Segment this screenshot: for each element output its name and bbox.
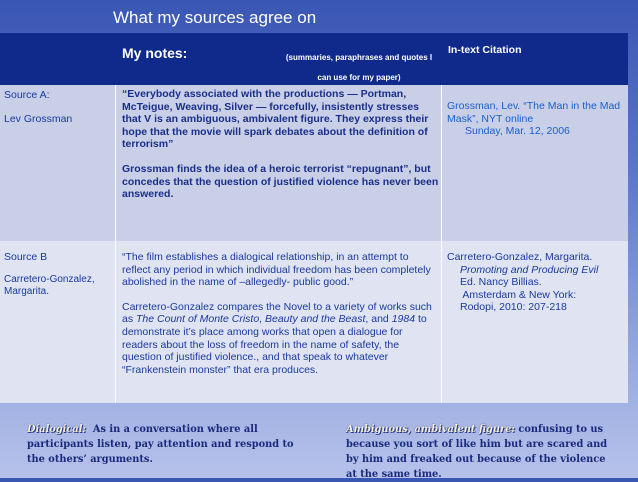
source-a-label: Source A: bbox=[4, 89, 50, 101]
source-a-citation-main: Grossman, Lev. “The Man in the Mad Mask”, NYT online bbox=[447, 100, 621, 125]
source-b-quote: “The film establishes a dialogical relationship, in an attempt to reflect any period in which individual freedom has been completely abolished in the name of –allegedly- public good.” bbox=[122, 251, 431, 289]
source-b-citation-title bbox=[447, 264, 623, 277]
citation-column-header: In-text Citation bbox=[448, 44, 522, 56]
term-ambiguous: Ambiguous, ambivalent figure: bbox=[346, 424, 515, 435]
definition-dialogical bbox=[27, 422, 307, 467]
notes-column-header: My notes: bbox=[122, 45, 188, 61]
source-a-quote: “Everybody associated with the productions — Portman, McTeigue, Weaving, Silver — forcefully, insistently stresses that V is an ambiguous, ambivalent figure. They express their hope that the movie will spark debates about the definition of terrorism” bbox=[122, 88, 429, 151]
source-a-citation bbox=[447, 100, 623, 138]
source-a-author: Lev Grossman bbox=[4, 112, 73, 125]
source-b-summary-sep-2: , and bbox=[365, 313, 392, 326]
source-b-label: Source B bbox=[4, 251, 48, 263]
source-b-cell bbox=[4, 251, 116, 298]
table-row-source-a bbox=[0, 85, 628, 241]
column-divider-1 bbox=[115, 85, 116, 403]
source-b-book-title: Promoting and Producing Evil bbox=[460, 263, 599, 276]
column-divider-2 bbox=[441, 85, 442, 403]
slide-title: What my sources agree on bbox=[113, 8, 317, 27]
source-b-citation-place: Amsterdam & New York: bbox=[460, 288, 580, 301]
source-b-citation-author: Carretero-Gonzalez, Margarita. bbox=[447, 251, 593, 263]
table-row-source-b bbox=[0, 241, 628, 403]
source-a-cell bbox=[4, 89, 114, 125]
source-a-citation-date: Sunday, Mar. 12, 2006 bbox=[465, 125, 570, 138]
source-b-summary-post: to demonstrate it’s place among works that open a dialogue for readers about the loss of freedom in the name of safety, the question of justified violence., and that speak to whatever “Frankenstein monster” that era produces. bbox=[122, 313, 427, 376]
source-b-summary bbox=[122, 301, 440, 377]
source-b-work-title-2: Beauty and the Beast bbox=[265, 313, 366, 326]
definition-ambiguous bbox=[346, 422, 616, 482]
source-a-summary: Grossman finds the idea of a heroic terrorist “repugnant”, but concedes that the question of justified violence has never been answered. bbox=[122, 162, 439, 201]
source-b-work-title-3: 1984 bbox=[391, 313, 416, 326]
source-b-work-title-1: The Count of Monte Cristo bbox=[136, 313, 260, 326]
source-b-citation-editor: Ed. Nancy Billias. bbox=[460, 276, 542, 289]
source-b-summary-sep-1: , bbox=[259, 313, 265, 326]
source-b-summary-pre: Carretero-Gonzalez compares the Novel to a variety of works such as bbox=[122, 300, 432, 326]
source-a-notes bbox=[122, 88, 440, 201]
source-b-citation-publisher: Rodopi, 2010: 207-218 bbox=[460, 301, 567, 314]
table-header bbox=[0, 33, 628, 85]
definition-ambiguous-text: confusing to us because you sort of like him but are scared and by him and freaked out because of the violence at the same time. bbox=[346, 424, 608, 480]
source-b-citation bbox=[447, 251, 623, 314]
source-b-notes bbox=[122, 251, 440, 376]
notes-column-subheader: (summaries, paraphrases and quotes I can use for my paper) bbox=[285, 53, 433, 82]
definition-dialogical-text: As in a conversation where all participants listen, pay attention and respond to the others’ arguments. bbox=[27, 424, 297, 465]
source-b-author: Carretero-Gonzalez, Margarita. bbox=[4, 273, 95, 297]
term-dialogical: Dialogical: bbox=[27, 424, 87, 435]
